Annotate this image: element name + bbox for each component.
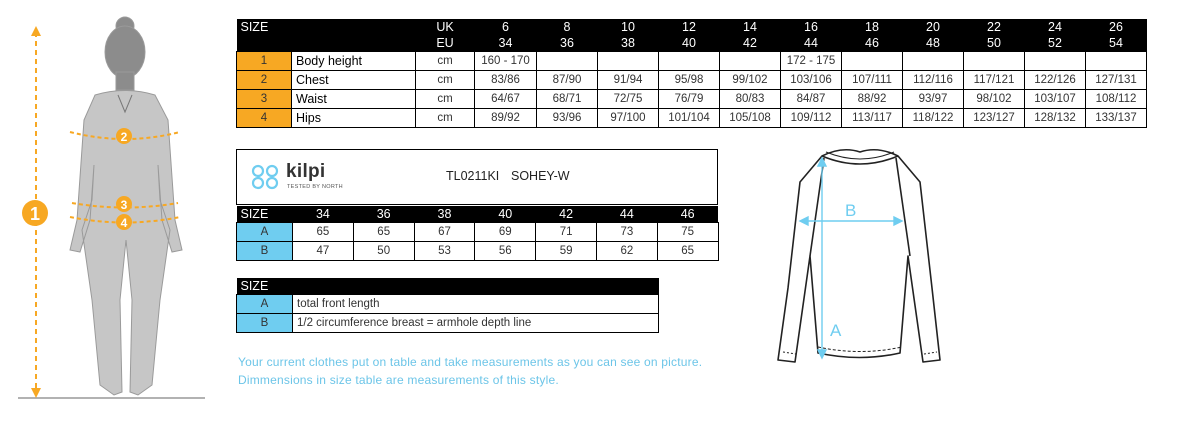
uk-size: 8 xyxy=(537,19,598,35)
eu-size: 54 xyxy=(1086,35,1147,52)
measurement-value: 98/102 xyxy=(964,90,1025,109)
measurement-value: 93/96 xyxy=(537,109,598,128)
product-size: 46 xyxy=(657,206,718,223)
measurement-value: 103/107 xyxy=(1025,90,1086,109)
measurement-value: 127/131 xyxy=(1086,71,1147,90)
product-size-value: 47 xyxy=(293,242,354,261)
legend-table xyxy=(236,278,659,333)
marker-4: 4 xyxy=(120,216,128,230)
product-size: 44 xyxy=(596,206,657,223)
product-size-value: 50 xyxy=(353,242,414,261)
product-size-value: 73 xyxy=(596,223,657,242)
measurement-value: 107/111 xyxy=(842,71,903,90)
measurement-value: 64/67 xyxy=(475,90,537,109)
brand-name: kilpi xyxy=(286,161,326,182)
product-size-value: 71 xyxy=(536,223,597,242)
measurement-value xyxy=(537,52,598,71)
eu-size: 36 xyxy=(537,35,598,52)
eu-size: 40 xyxy=(659,35,720,52)
measurement-value xyxy=(842,52,903,71)
shirt-label-b: B xyxy=(845,201,857,220)
measurement-value: 101/104 xyxy=(659,109,720,128)
product-size: 38 xyxy=(414,206,475,223)
uk-size: 18 xyxy=(842,19,903,35)
measurement-value: 160 - 170 xyxy=(475,52,537,71)
product-size-row xyxy=(237,242,719,261)
measurement-value: 122/126 xyxy=(1025,71,1086,90)
product-row-key: B xyxy=(237,242,293,261)
uk-label: UK xyxy=(416,19,475,35)
product-size-value: 56 xyxy=(475,242,536,261)
uk-size: 24 xyxy=(1025,19,1086,35)
measurement-value: 97/100 xyxy=(598,109,659,128)
measurement-value: 88/92 xyxy=(842,90,903,109)
measurement-value: 89/92 xyxy=(475,109,537,128)
product-row-key: A xyxy=(237,223,293,242)
eu-size: 44 xyxy=(781,35,842,52)
eu-size: 52 xyxy=(1025,35,1086,52)
measurement-number: 1 xyxy=(237,52,292,71)
measurement-value: 133/137 xyxy=(1086,109,1147,128)
measurement-unit: cm xyxy=(416,109,475,128)
product-size-value: 59 xyxy=(536,242,597,261)
uk-size: 20 xyxy=(903,19,964,35)
measurement-value: 112/116 xyxy=(903,71,964,90)
product-size-value: 53 xyxy=(414,242,475,261)
measurement-label: Chest xyxy=(292,71,416,90)
product-code: TL0211KI xyxy=(446,169,500,183)
product-size: 42 xyxy=(536,206,597,223)
product-size: 34 xyxy=(293,206,354,223)
measurement-value xyxy=(1086,52,1147,71)
product-size-value: 67 xyxy=(414,223,475,242)
size-chart-row xyxy=(237,90,1200,109)
product-size-value: 62 xyxy=(596,242,657,261)
measurement-value: 93/97 xyxy=(903,90,964,109)
legend-text: 1/2 circumference breast = armhole depth line xyxy=(293,314,659,333)
size-chart-row xyxy=(237,52,1200,71)
legend-header xyxy=(237,278,659,295)
measurement-value: 72/75 xyxy=(598,90,659,109)
product-size-row xyxy=(237,223,719,242)
measurement-value: 123/127 xyxy=(964,109,1025,128)
body-measurement-figure xyxy=(0,0,220,427)
product-size-value: 65 xyxy=(353,223,414,242)
eu-size: 38 xyxy=(598,35,659,52)
shirt-label-a: A xyxy=(830,321,842,340)
marker-3: 3 xyxy=(120,198,128,212)
note-line-2: Dimmensions in size table are measurements of this style. xyxy=(238,373,559,387)
size-header-label: SIZE xyxy=(237,19,292,35)
kilpi-logo-icon xyxy=(247,162,283,192)
uk-size: 6 xyxy=(475,19,537,35)
measurement-value: 84/87 xyxy=(781,90,842,109)
note-line-1: Your current clothes put on table and take measurements as you can see on picture. xyxy=(238,355,703,369)
measurement-value: 80/83 xyxy=(720,90,781,109)
brand-tagline: TESTED BY NORTH xyxy=(287,184,343,190)
size-chart-eu-row xyxy=(237,35,1200,52)
measurement-value xyxy=(598,52,659,71)
measurement-unit: cm xyxy=(416,90,475,109)
product-size-value: 69 xyxy=(475,223,536,242)
measurement-value: 105/108 xyxy=(720,109,781,128)
measurement-value: 99/102 xyxy=(720,71,781,90)
measurement-label: Hips xyxy=(292,109,416,128)
legend-key: B xyxy=(237,314,293,333)
eu-size: 50 xyxy=(964,35,1025,52)
uk-size: 10 xyxy=(598,19,659,35)
measurement-value: 128/132 xyxy=(1025,109,1086,128)
measurement-value: 76/79 xyxy=(659,90,720,109)
legend-size-label: SIZE xyxy=(237,278,293,295)
marker-1: 1 xyxy=(29,204,41,224)
measurement-unit: cm xyxy=(416,52,475,71)
measurement-number: 2 xyxy=(237,71,292,90)
product-size-value: 65 xyxy=(657,242,718,261)
eu-size: 46 xyxy=(842,35,903,52)
measurement-value xyxy=(720,52,781,71)
legend-text: total front length xyxy=(293,295,659,314)
uk-size: 14 xyxy=(720,19,781,35)
product-size-value: 65 xyxy=(293,223,354,242)
size-chart-row xyxy=(237,71,1200,90)
product-size-header xyxy=(237,206,719,223)
measurement-label: Body height xyxy=(292,52,416,71)
eu-size: 34 xyxy=(475,35,537,52)
uk-size: 26 xyxy=(1086,19,1147,35)
measurement-value: 109/112 xyxy=(781,109,842,128)
shirt-diagram xyxy=(760,138,960,373)
product-size-value: 75 xyxy=(657,223,718,242)
measurement-number: 4 xyxy=(237,109,292,128)
legend-key: A xyxy=(237,295,293,314)
measurement-value xyxy=(964,52,1025,71)
measurement-value: 118/122 xyxy=(903,109,964,128)
measurement-number: 3 xyxy=(237,90,292,109)
measurement-value: 68/71 xyxy=(537,90,598,109)
eu-label: EU xyxy=(416,35,475,52)
product-header-box xyxy=(236,149,718,205)
measurement-value: 87/90 xyxy=(537,71,598,90)
measurement-value xyxy=(1025,52,1086,71)
eu-size: 42 xyxy=(720,35,781,52)
measurement-value: 108/112 xyxy=(1086,90,1147,109)
size-chart-row xyxy=(237,109,1200,128)
measurement-value xyxy=(659,52,720,71)
product-size-label: SIZE xyxy=(237,206,293,223)
measurement-unit: cm xyxy=(416,71,475,90)
marker-2: 2 xyxy=(120,130,128,144)
measurement-value: 83/86 xyxy=(475,71,537,90)
uk-size: 12 xyxy=(659,19,720,35)
uk-size: 22 xyxy=(964,19,1025,35)
product-size-table xyxy=(236,206,719,261)
uk-size: 16 xyxy=(781,19,842,35)
product-size: 40 xyxy=(475,206,536,223)
product-size: 36 xyxy=(353,206,414,223)
product-name: SOHEY-W xyxy=(511,169,570,183)
measurement-value: 95/98 xyxy=(659,71,720,90)
measurement-value: 113/117 xyxy=(842,109,903,128)
measurement-value: 117/121 xyxy=(964,71,1025,90)
measurement-value: 103/106 xyxy=(781,71,842,90)
measurement-value: 91/94 xyxy=(598,71,659,90)
measurement-value: 172 - 175 xyxy=(781,52,842,71)
size-chart-uk-row xyxy=(237,19,1200,35)
measurement-label: Waist xyxy=(292,90,416,109)
size-chart-table xyxy=(236,19,1200,128)
measurement-value xyxy=(903,52,964,71)
eu-size: 48 xyxy=(903,35,964,52)
legend-row xyxy=(237,314,659,333)
legend-row xyxy=(237,295,659,314)
